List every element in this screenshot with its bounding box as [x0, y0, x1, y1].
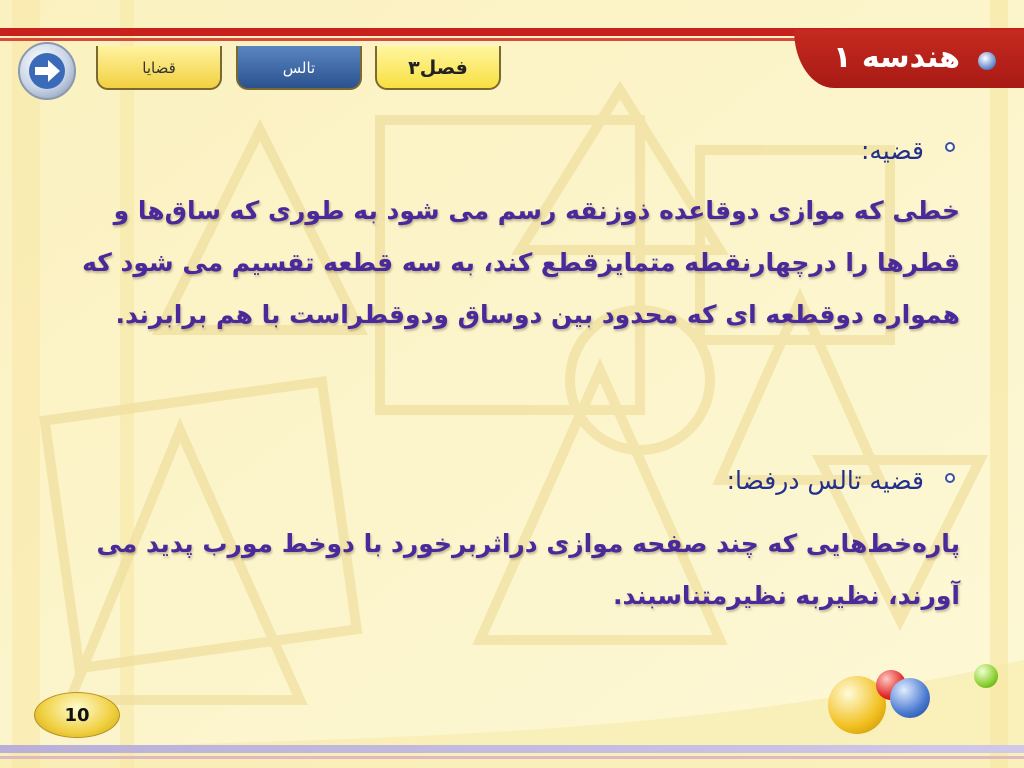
next-button[interactable] [18, 42, 76, 100]
bullet-icon [945, 142, 955, 152]
section-heading: قضیه تالس درفضا: [726, 466, 924, 495]
footer-bar [0, 745, 1024, 753]
footer-line [0, 756, 1024, 759]
page-title: هندسه ۱ [833, 40, 960, 75]
tab-fasl[interactable]: فصل۳ [375, 46, 501, 90]
tab-qazaya[interactable]: قضایا [96, 46, 222, 90]
blue-ball-icon [890, 678, 930, 718]
section-text: پاره‌خط‌هایی که چند صفحه موازی دراثربرخورد با دوخط مورب پدید می آورند، نظیربه نظیرمتناسبند. [96, 529, 960, 610]
page-number: 10 [34, 692, 120, 738]
tab-thales[interactable]: تالس [236, 46, 362, 90]
blue-dot-icon [978, 52, 996, 70]
arrow-right-icon [26, 50, 68, 92]
section-text: خطی که موازی دوقاعده ذوزنقه رسم می شود به طوری که ساق‌ها و قطرها را درچهارنقطه متمایزقطع کند، به سه قطعه تقسیم می شود که همواره دوقطعه ای که محدود بین دوساق ودوقطراست با هم برابرند. [82, 196, 960, 329]
section-heading: قضیه: [860, 136, 924, 165]
green-ball-icon [974, 664, 998, 688]
bullet-icon [945, 473, 955, 483]
